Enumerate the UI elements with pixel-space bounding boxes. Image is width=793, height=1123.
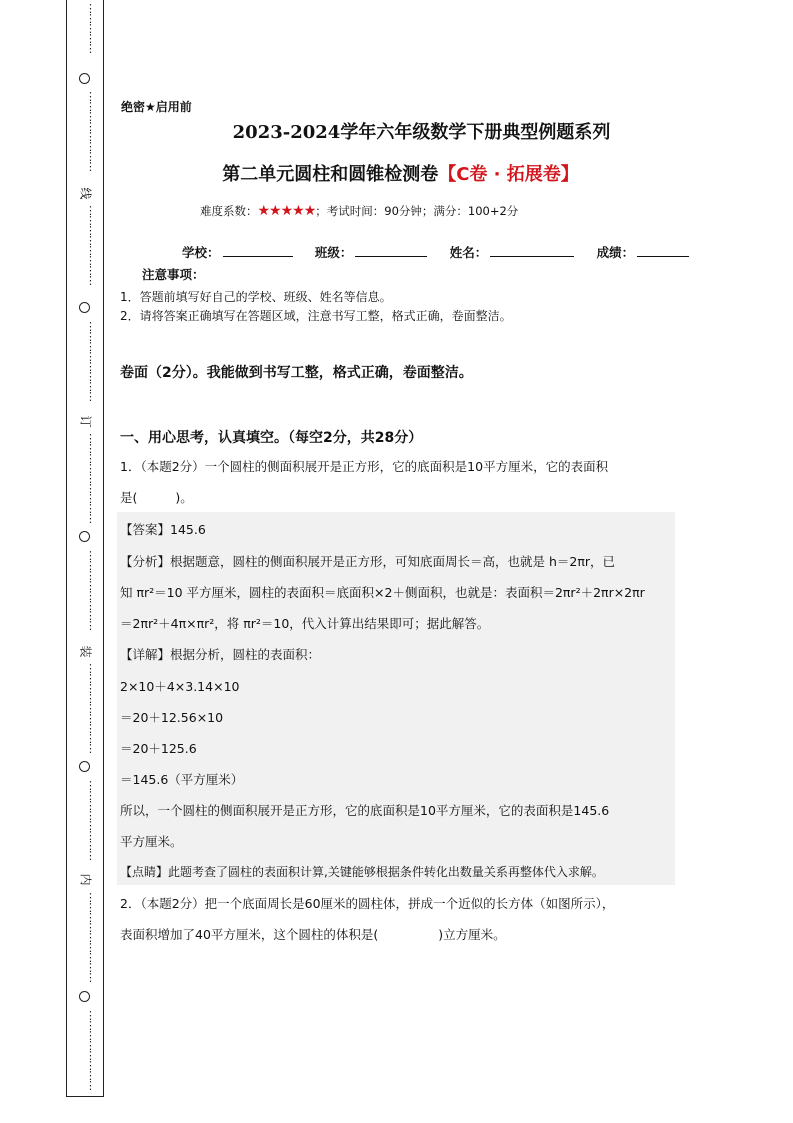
dotted-line: ⋮ ⋮ ⋮ ⋮ ⋮ ⋮ ⋮ ⋮: [85, 320, 96, 403]
margin-label-bind: 订: [78, 415, 93, 428]
question-1-prefix: 是(: [120, 490, 138, 505]
question-2-line2: [120, 919, 680, 950]
answer-line: 【答案】145.6: [120, 522, 206, 537]
score-label: 成绩：: [596, 245, 635, 260]
calculation-line: ＝145.6（平方厘米）: [120, 772, 244, 787]
exam-title-edition: 【C卷 · 拓展卷】: [438, 164, 579, 185]
comment-line: 【点睛】此题考查了圆柱的表面积计算,关键能够根据条件转化出数量关系再整体代入求解。: [120, 865, 604, 879]
analysis-line: 【分析】根据题意，圆柱的侧面积展开是正方形，可知底面周长＝高，也就是 h＝2πr，已: [120, 554, 616, 569]
calculation-line: ＝20＋12.56×10: [120, 710, 224, 725]
dotted-line: ⋮ ⋮ ⋮ ⋮ ⋮ ⋮ ⋮ ⋮ ⋮: [85, 891, 96, 984]
class-label: 班级：: [314, 245, 353, 260]
detail-line: 【详解】根据分析，圆柱的表面积：: [120, 647, 321, 662]
notes-title: 注意事项：: [142, 267, 205, 282]
question-2-text: 2．（本题2分）把一个底面周长是60厘米的圆柱体，拼成一个近似的长方体（如图所示），: [120, 896, 615, 911]
calculation-line: ＝20＋125.6: [120, 741, 197, 756]
dotted-line: ⋮ ⋮ ⋮ ⋮ ⋮ ⋮ ⋮ ⋮ ⋮: [85, 432, 96, 525]
school-field[interactable]: [182, 243, 293, 261]
note-item: 1．答题前填写好自己的学校、班级、姓名等信息。: [120, 290, 392, 304]
binding-hole-circle: [79, 761, 90, 772]
score-blank[interactable]: [637, 244, 689, 257]
exam-title-main: 第二单元圆柱和圆锥检测卷: [222, 164, 439, 185]
question-1-text: 1．（本题2分）一个圆柱的侧面积展开是正方形，它的底面积是10平方厘米，它的表面积: [120, 459, 609, 474]
exam-series-title: 2023-2024学年六年级数学下册典型例题系列: [232, 122, 611, 143]
student-info-fields: [182, 243, 707, 261]
question-2-suffix: )立方厘米。: [438, 927, 506, 942]
score-field[interactable]: [597, 243, 690, 261]
dotted-line: ⋮ ⋮ ⋮ ⋮ ⋮: [85, 2, 96, 55]
exam-time-score: ；考试时间：90分钟；满分：100+2分: [315, 204, 519, 218]
question-1-line2: [120, 482, 680, 513]
difficulty-label: 难度系数：: [200, 204, 258, 218]
dotted-line: ⋮ ⋮ ⋮ ⋮ ⋮ ⋮ ⋮ ⋮ ⋮: [85, 662, 96, 755]
dotted-line: ⋮ ⋮ ⋮ ⋮ ⋮ ⋮ ⋮ ⋮: [85, 90, 96, 173]
binding-hole-circle: [79, 991, 90, 1002]
name-label: 姓名：: [449, 245, 488, 260]
dotted-line: ⋮ ⋮ ⋮ ⋮ ⋮ ⋮ ⋮ ⋮: [85, 204, 96, 287]
margin-label-inner: 内: [78, 873, 93, 886]
section-heading: 一、用心思考，认真填空。（每空2分，共28分）: [120, 430, 423, 446]
name-blank[interactable]: [490, 244, 574, 257]
analysis-line: 知 πr²＝10 平方厘米，圆柱的表面积＝底面积×2＋侧面积，也就是：表面积＝2πr²＋2πr×2πr: [120, 585, 645, 600]
binding-hole-circle: [79, 73, 90, 84]
margin-label-line: 线: [78, 187, 93, 200]
question-2-prefix: 表面积增加了40平方厘米，这个圆柱的体积是(: [120, 927, 379, 942]
exam-title: [0, 160, 793, 186]
class-field[interactable]: [315, 243, 428, 261]
question-1-suffix: )。: [175, 490, 193, 505]
neatness-statement: 卷面（2分）。我能做到书写工整，格式正确，卷面整洁。: [120, 365, 473, 381]
difficulty-stars: ★★★★★: [257, 203, 316, 219]
analysis-line: ＝2πr²＋4π×πr²，将 πr²＝10，代入计算出结果即可；据此解答。: [120, 616, 490, 631]
confidential-label: 绝密★启用前: [121, 100, 192, 114]
question-2: [120, 888, 680, 950]
exam-meta: [200, 203, 518, 219]
conclusion-line: 平方厘米。: [120, 834, 183, 849]
dotted-line: ⋮ ⋮ ⋮ ⋮ ⋮ ⋮ ⋮ ⋮: [85, 779, 96, 862]
binding-hole-circle: [79, 531, 90, 542]
margin-label-binding: 装: [78, 645, 93, 658]
note-item: 2．请将答案正确填写在答题区域，注意书写工整，格式正确，卷面整洁。: [120, 309, 512, 323]
school-label: 学校：: [182, 245, 220, 260]
binding-hole-circle: [79, 302, 90, 313]
school-blank[interactable]: [223, 244, 293, 257]
question-1: [120, 451, 680, 513]
calculation-line: 2×10＋4×3.14×10: [120, 679, 240, 694]
class-blank[interactable]: [355, 244, 427, 257]
conclusion-line: 所以，一个圆柱的侧面积展开是正方形，它的底面积是10平方厘米，它的表面积是145.6: [120, 803, 610, 818]
dotted-line: ⋮ ⋮ ⋮ ⋮ ⋮ ⋮ ⋮ ⋮: [85, 1009, 96, 1092]
name-field[interactable]: [450, 243, 575, 261]
dotted-line: ⋮ ⋮ ⋮ ⋮ ⋮ ⋮ ⋮ ⋮: [85, 549, 96, 632]
